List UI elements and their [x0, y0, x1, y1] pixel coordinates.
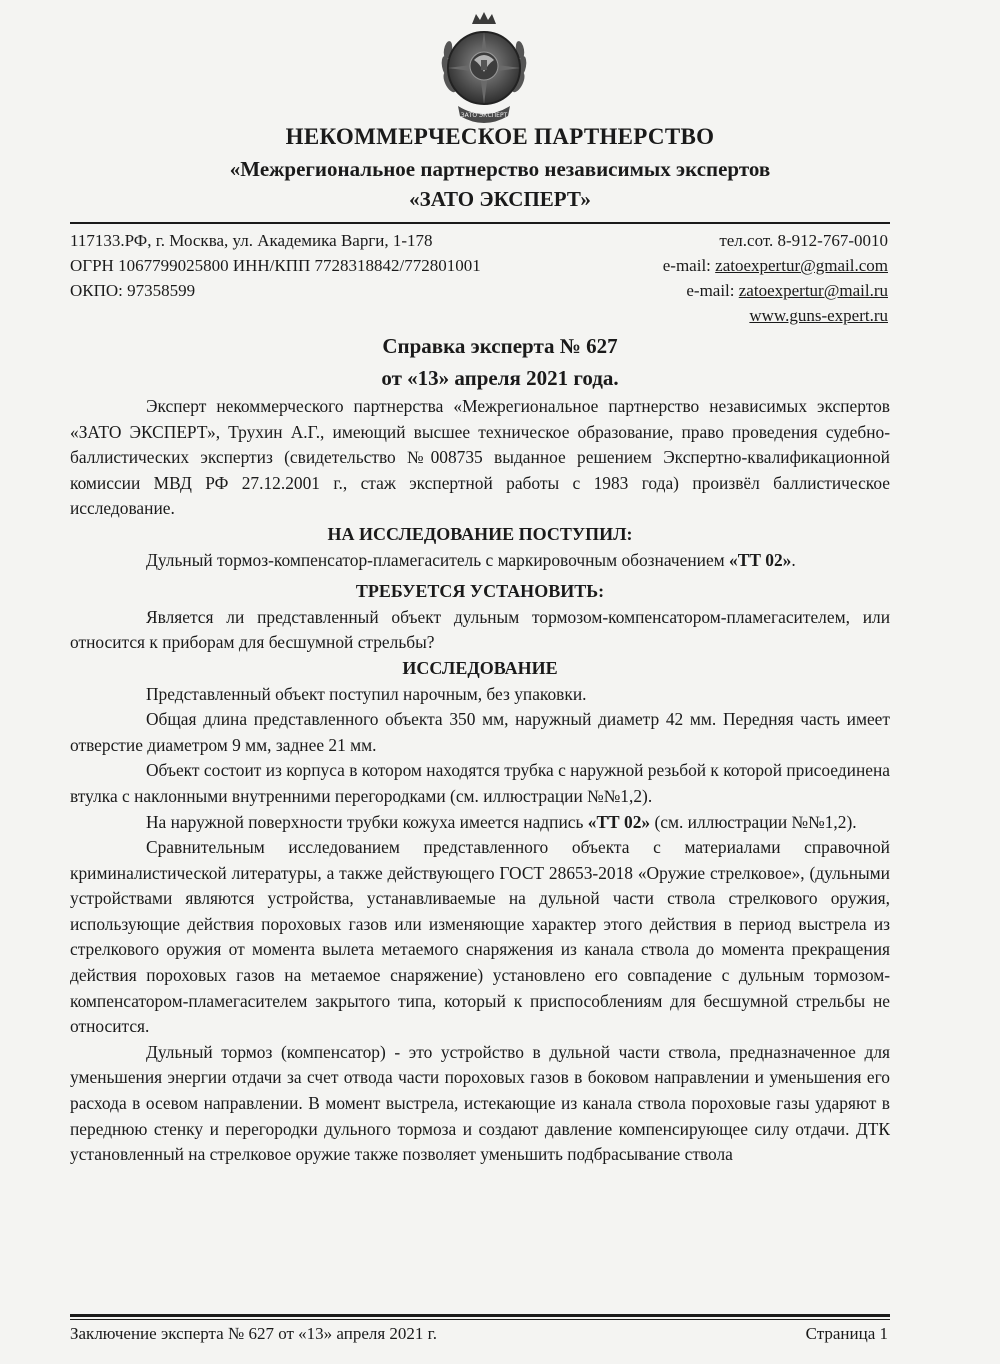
research-paragraph-6: Дульный тормоз (компенсатор) - это устройство в дульной части ствола, предназначенное для уменьшения энергии отдачи за счет отвода части пороховых газов в боковом направлении и уменьшения его расхода в осевом направлении. В момент выстрела, истекающие из канала ствола пороховые газы ударяют в переднюю стенку и перегородки дульного тормоза и создают давление компенсирующее силу отдачи. ДТК установленный на стрелковое оружие также позволяет уменьшить подбрасывание ствола	[70, 1041, 890, 1165]
email-link-gmail[interactable]: zatoexpertur@gmail.com	[715, 256, 888, 275]
email-label: e-mail:	[662, 256, 716, 275]
research-paragraph-3: Объект состоит из корпуса в котором находятся трубка с наружной резьбой к которой присоединена втулка с наклонными внутренними перегородками (см. иллюстрации №№1,2).	[70, 760, 890, 806]
contact-left	[70, 228, 481, 303]
email-link-mail[interactable]: zatoexpertur@mail.ru	[738, 281, 888, 300]
received-end: .	[791, 549, 796, 570]
document-body	[70, 394, 890, 1168]
heading-required: ТРЕБУЕТСЯ УСТАНОВИТЬ:	[355, 581, 605, 602]
header-divider	[70, 222, 890, 224]
ogrn-inn: ОГРН 1067799025800 ИНН/КПП 7728318842/772801001	[70, 256, 481, 275]
footer-divider-thin	[70, 1319, 890, 1320]
certificate-title: Справка эксперта № 627	[382, 334, 618, 358]
certificate-date: от «13» апреля 2021 года.	[381, 366, 619, 390]
phone: тел.сот. 8-912-767-0010	[719, 231, 888, 250]
footer-divider-thick	[70, 1314, 890, 1317]
email-label: e-mail:	[686, 281, 739, 300]
website-link[interactable]: www.guns-expert.ru	[749, 306, 888, 325]
research-paragraph-4	[70, 810, 890, 836]
org-type: НЕКОММЕРЧЕСКОЕ ПАРТНЕРСТВО	[285, 124, 715, 149]
research-paragraph-5: Сравнительным исследованием представленного объекта с материалами справочной криминалистической литературы, а также действующего ГОСТ 28653-2018 «Оружие стрелковое», (дульными устройствами являются устройства, устанавливаемые на дульной части ствола стрелкового оружия, использующие действия пороховых газов или изменяющие характер этого действия в период выстрела из стрелкового оружия от момента вылета метаемого снаряжения из канала ствола до момента прекращения действия пороховых газов на метаемое снаряжение) установлено его совпадение с дульным тормозом-компенсатором-пламегасителем закрытого типа, который к приспособлениям для бесшумной стрельбы не относится.	[70, 837, 890, 1037]
research-paragraph-1: Представленный объект поступил нарочным, без упаковки.	[146, 683, 587, 704]
email-row-2	[663, 278, 888, 303]
p4-start: На наружной поверхности трубки кожуха имеется надпись	[146, 811, 588, 832]
received-paragraph	[70, 548, 890, 574]
received-text: Дульный тормоз-компенсатор-пламегаситель с маркировочным обозначением	[146, 549, 730, 570]
org-name-line2: «ЗАТО ЭКСПЕРТ»	[409, 187, 591, 211]
footer-reference: Заключение эксперта № 627 от «13» апреля 2021 г.	[70, 1324, 437, 1343]
org-name-line1: «Межрегиональное партнерство независимых экспертов	[229, 157, 771, 181]
contact-right	[663, 228, 888, 328]
heading-received: НА ИССЛЕДОВАНИЕ ПОСТУПИЛ:	[327, 523, 633, 544]
address: 117133.РФ, г. Москва, ул. Академика Варги, 1-178	[70, 231, 433, 250]
okpo: ОКПО: 97358599	[70, 281, 196, 300]
p4-end: (см. иллюстрации №№1,2).	[650, 811, 857, 832]
emblem-logo	[436, 10, 532, 128]
intro-paragraph: Эксперт некоммерческого партнерства «Межрегиональное партнерство независимых экспертов «ЗАТО ЭКСПЕРТ», Трухин А.Г., имеющий высшее техническое образование, право проведения судебно-баллистических экспертиз (свидетельство №008735 выданное решением Экспертно-квалификационной комиссии МВД РФ 27.12.2001 г., стаж экспертной работы с 1983 года) произвёл баллистическое исследование.	[70, 396, 890, 519]
required-paragraph: Является ли представленный объект дульным тормозом-компенсатором-пламегасителем, или относится к приборам для бесшумной стрельбы?	[70, 606, 890, 653]
page-number: Страница 1	[805, 1324, 888, 1343]
svg-text:ЗАТО ЭКСПЕРТ: ЗАТО ЭКСПЕРТ	[460, 112, 508, 119]
received-mark: «ТТ 02»	[729, 549, 792, 570]
p4-mark: «ТТ 02»	[587, 811, 651, 832]
heading-research: ИССЛЕДОВАНИЕ	[402, 657, 558, 678]
email-row-1	[663, 253, 888, 278]
research-paragraph-2: Общая длина представленного объекта 350 мм, наружный диаметр 42 мм. Передняя часть имеет отверстие диаметром 9 мм, заднее 21 мм.	[70, 709, 890, 755]
